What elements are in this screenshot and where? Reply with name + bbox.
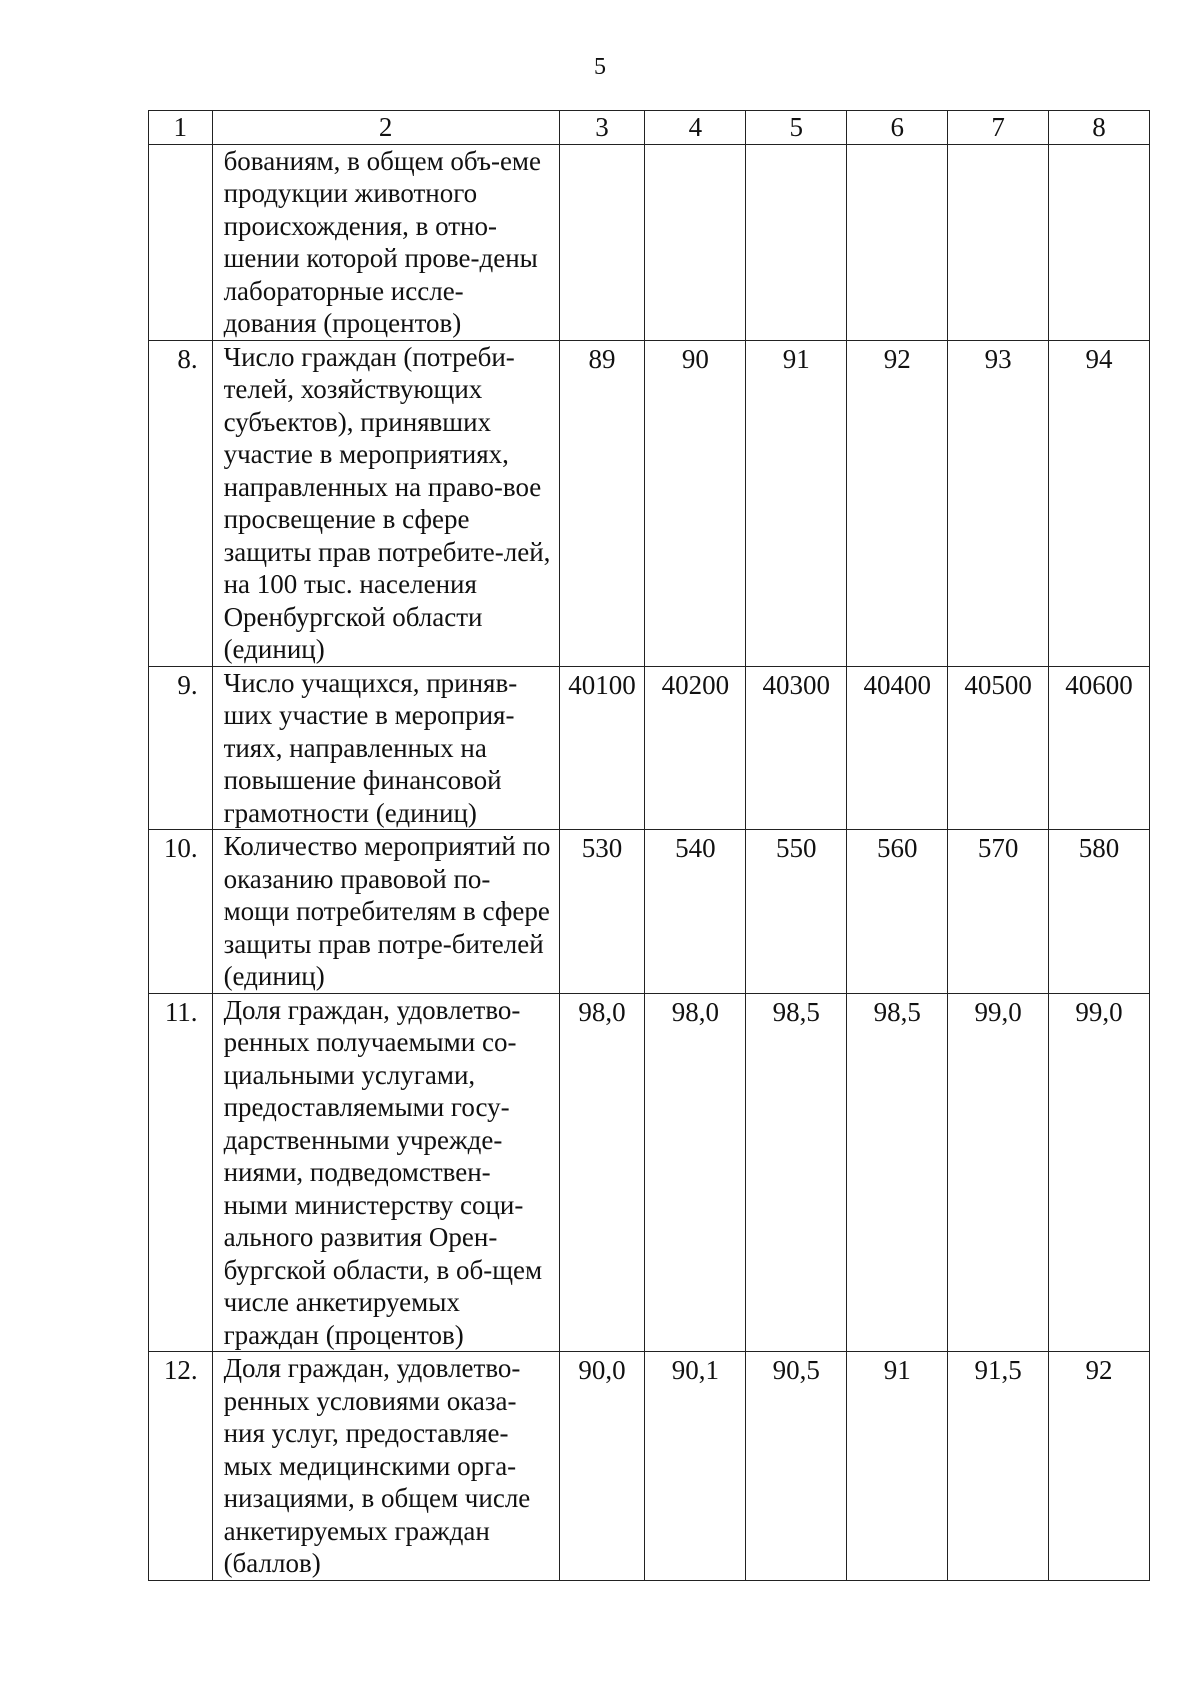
value-cell: 99,0 — [948, 993, 1049, 1352]
value-cell: 93 — [948, 340, 1049, 666]
indicators-table — [148, 110, 1150, 1581]
value-cell — [559, 144, 645, 340]
row-number: 8. — [149, 340, 213, 666]
value-cell — [1049, 144, 1150, 340]
indicator-name: Число граждан (потреби-телей, хозяйствующих субъектов), принявших участие в мероприятиях, направленных на право-вое просвещение в сфере защиты прав потребите-лей, на 100 тыс. населения Оренбургской области (единиц) — [212, 340, 559, 666]
value-cell: 99,0 — [1049, 993, 1150, 1352]
value-cell: 90,5 — [746, 1352, 847, 1581]
value-cell: 550 — [746, 830, 847, 994]
header-cell: 8 — [1049, 111, 1150, 145]
value-cell: 40400 — [847, 666, 948, 830]
indicator-name: Доля граждан, удовлетво-ренных получаемыми со-циальными услугами, предоставляемыми госу-дарственными учрежде-ниями, подведомствен-ными министерству соци-ального развития Орен-бургской области, в об-щем числе анкетируемых граждан (процентов) — [212, 993, 559, 1352]
value-cell: 98,0 — [645, 993, 746, 1352]
value-cell: 40100 — [559, 666, 645, 830]
value-cell: 91 — [746, 340, 847, 666]
value-cell: 90,1 — [645, 1352, 746, 1581]
value-cell: 89 — [559, 340, 645, 666]
table-header-row — [149, 111, 1150, 145]
row-number: 9. — [149, 666, 213, 830]
value-cell: 40300 — [746, 666, 847, 830]
header-cell: 7 — [948, 111, 1049, 145]
indicator-name: бованиям, в общем объ-еме продукции животного происхождения, в отно-шении которой прове-дены лабораторные иссле-дования (процентов) — [212, 144, 559, 340]
header-cell: 2 — [212, 111, 559, 145]
value-cell: 90,0 — [559, 1352, 645, 1581]
value-cell: 540 — [645, 830, 746, 994]
row-number: 12. — [149, 1352, 213, 1581]
header-cell: 6 — [847, 111, 948, 145]
value-cell: 98,5 — [847, 993, 948, 1352]
header-cell: 4 — [645, 111, 746, 145]
indicator-name: Количество мероприятий по оказанию правовой по-мощи потребителям в сфере защиты прав потре-бителей (единиц) — [212, 830, 559, 994]
header-cell: 1 — [149, 111, 213, 145]
page-number: 5 — [594, 54, 606, 80]
table-row — [149, 993, 1150, 1352]
value-cell: 40200 — [645, 666, 746, 830]
table-row — [149, 144, 1150, 340]
value-cell: 94 — [1049, 340, 1150, 666]
value-cell: 98,5 — [746, 993, 847, 1352]
indicator-name: Число учащихся, приняв-ших участие в мероприя-тиях, направленных на повышение финансовой грамотности (единиц) — [212, 666, 559, 830]
value-cell — [847, 144, 948, 340]
table-row — [149, 1352, 1150, 1581]
value-cell: 40600 — [1049, 666, 1150, 830]
value-cell: 90 — [645, 340, 746, 666]
value-cell: 560 — [847, 830, 948, 994]
value-cell — [746, 144, 847, 340]
value-cell: 40500 — [948, 666, 1049, 830]
value-cell: 530 — [559, 830, 645, 994]
value-cell: 570 — [948, 830, 1049, 994]
value-cell — [948, 144, 1049, 340]
table-row — [149, 666, 1150, 830]
row-number: 11. — [149, 993, 213, 1352]
row-number — [149, 144, 213, 340]
value-cell: 98,0 — [559, 993, 645, 1352]
indicator-name: Доля граждан, удовлетво-ренных условиями оказа-ния услуг, предоставляе-мых медицинскими орга-низациями, в общем числе анкетируемых граждан (баллов) — [212, 1352, 559, 1581]
header-cell: 3 — [559, 111, 645, 145]
table-row — [149, 340, 1150, 666]
value-cell: 92 — [847, 340, 948, 666]
value-cell: 91,5 — [948, 1352, 1049, 1581]
row-number: 10. — [149, 830, 213, 994]
header-cell: 5 — [746, 111, 847, 145]
value-cell: 580 — [1049, 830, 1150, 994]
value-cell: 91 — [847, 1352, 948, 1581]
value-cell — [645, 144, 746, 340]
table-row — [149, 830, 1150, 994]
value-cell: 92 — [1049, 1352, 1150, 1581]
